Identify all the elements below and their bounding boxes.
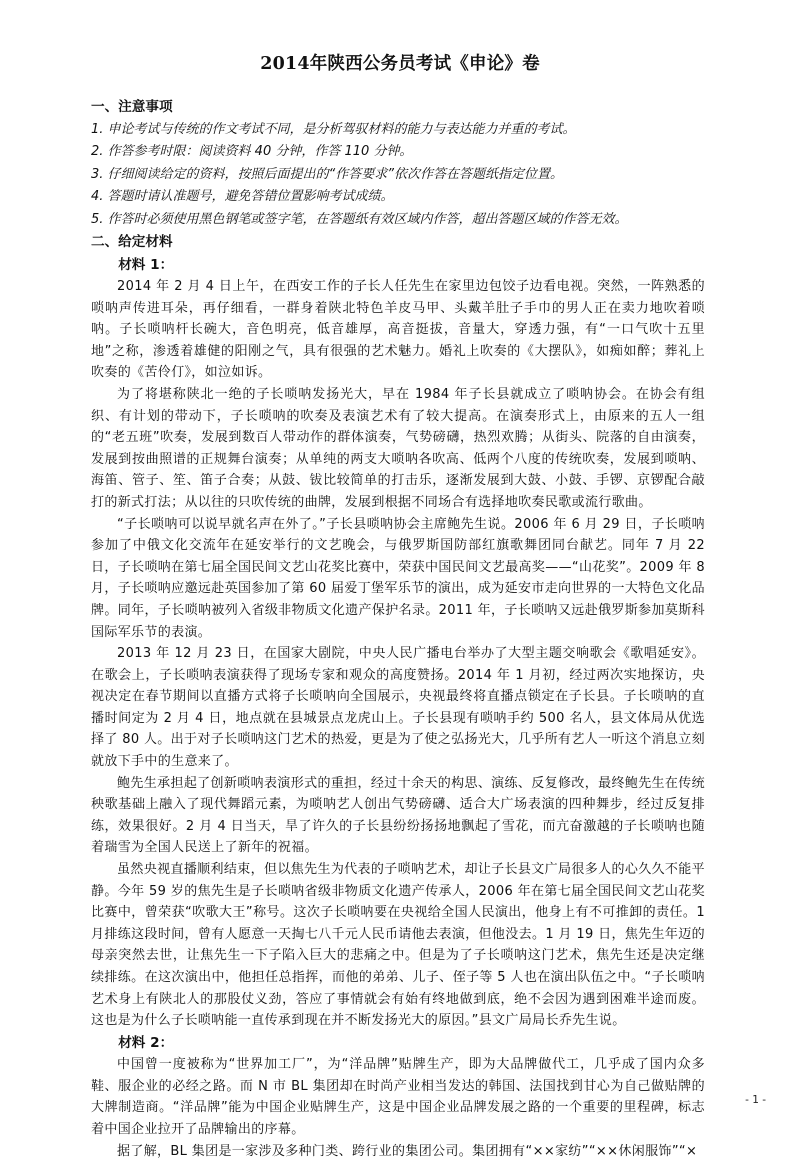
material-2-paragraph: 据了解，BL 集团是一家涉及多种门类、跨行业的集团公司。集团拥有“××家纺”“××休闲服饰”“× — [117, 1143, 698, 1159]
material-1-label: 材料 1： — [118, 256, 174, 273]
note-item-1: 1. 申论考试与传统的作文考试不同，是分析驾驭材料的能力与表达能力并重的考试。 — [91, 121, 576, 137]
material-1-paragraph: 鲍先生承担起了创新唢呐表演形式的重担，经过十余天的构思、演练、反复修改，最终鲍先生在传统秧歌基础上融入了现代舞蹈元素，为唢呐艺人创出气势磅礴、适合大广场表演的四种舞步，经过反复排练，效果很好。2 月 4 日当天，旱了许久的子长县纷纷扬扬地飘起了雪花，而亢奋激越的子长唢呐也随着瑞雪为全国人民送上了新年的祝福。 — [91, 775, 705, 856]
material-1-paragraph: “子长唢呐可以说早就名声在外了。”子长县唢呐协会主席鲍先生说。2006 年 6 月 29 日，子长唢呐参加了中俄文化交流年在延安举行的文艺晚会，与俄罗斯国防部红旗歌舞团同台献艺。同年 7 月 22 日，子长唢呐在第七届全国民间文艺山花奖比赛中，荣获中国民间文艺最高奖——“山花奖”。2009 年 8 月，子长唢呐应邀远赴英国参加了第 60 届爱丁堡军乐节的演出，成为延安市走向世界的一大特色文化品牌。同年，子长唢呐被列入省级非物质文化遗产保护名录。2011 年，子长唢呐又远赴俄罗斯参加莫斯科国际军乐节的表演。 — [91, 516, 705, 640]
material-1-paragraph: 2014 年 2 月 4 日上午，在西安工作的子长人任先生在家里边包饺子边看电视。突然，一阵熟悉的唢呐声传进耳朵，再仔细看，一群身着陕北特色羊皮马甲、头戴羊肚子手巾的男人正在卖力地吹着唢呐。子长唢呐杆长碗大，音色明亮，低音雄厚，高音挺拔，音量大，穿透力强，有“一口气吹十五里地”之称，渗透着雄健的阳刚之气，具有很强的艺术魅力。婚礼上吹奏的《大摆队》，如痴如醉；葬礼上吹奏的《苦伶仃》，如泣如诉。 — [91, 279, 705, 381]
material-1-paragraph: 2013 年 12 月 23 日，在国家大剧院，中央人民广播电台举办了大型主题交响歌会《歌唱延安》。在歌会上，子长唢呐表演获得了现场专家和观众的高度赞扬。2014 年 1 月初，经过两次实地探访，央视决定在春节期间以直播方式将子长唢呐向全国展示，央视最终将直播点锁定在子长县。子长唢呐的直播时间定为 2 月 4 日，地点就在县城景点龙虎山上。子长县现有唢呐手约 500 名人，县文体局从优选择了 80 人。出于对子长唢呐这门艺术的热爱，更是为了使之弘扬光大，几乎所有艺人一听这个消息立刻就放下手中的生意来了。 — [91, 646, 705, 770]
note-item-4: 4. 答题时请认准题号，避免答错位置影响考试成绩。 — [91, 189, 394, 204]
document-title: 2014年陕西公务员考试《申论》卷 — [260, 54, 540, 74]
document-body — [91, 96, 705, 1162]
material-1-paragraph: 为了将堪称陕北一绝的子长唢呐发扬光大，早在 1984 年子长县就成立了唢呐协会。在协会有组织、有计划的带动下，子长唢呐的吹奏及表演艺术有了较大提高。在演奏形式上，由原来的五人一组的“老五班”吹奏，发展到数百人带动作的群体演奏，气势磅礴，热烈欢腾；从街头、院落的自由演奏，发展到按曲照谱的正规舞台演奏；从单纯的两支大唢呐各吹高、低两个八度的传统吹奏，发展到唢呐、海笛、管子、笙、笛子合奏；从鼓、钹比较简单的打击乐，逐渐发展到大鼓、小鼓、手锣、京锣配合敲打的新式打法；从以往的只吹传统的曲牌，发展到根据不同场合有选择地吹奏民歌或流行歌曲。 — [91, 386, 705, 510]
note-item-5: 5. 作答时必须使用黑色钢笔或签字笔，在答题纸有效区域内作答，超出答题区域的作答无效。 — [91, 211, 628, 227]
note-item-3: 3. 仔细阅读给定的资料，按照后面提出的“作答要求”依次作答在答题纸指定位置。 — [91, 166, 564, 182]
material-2-label: 材料 2： — [118, 1034, 174, 1051]
page-number: - 1 - — [745, 1094, 766, 1106]
section-heading-notes: 一、注意事项 — [91, 99, 173, 115]
note-item-2: 2. 作答参考时限：阅读资料 40 分钟，作答 110 分钟。 — [91, 144, 413, 159]
material-1-paragraph: 虽然央视直播顺利结束，但以焦先生为代表的子唢呐艺术，却让子长县文广局很多人的心久久不能平静。今年 59 岁的焦先生是子长唢呐省级非物质文化遗产传承人，2006 年在第七届全国民间文艺山花奖比赛中，曾荣获“吹歌大王”称号。这次子长唢呐要在央视给全国人民演出，他身上有不可推卸的责任。1 月排练这段时间，曾有人愿意一天掏七八千元人民币请他去表演，但他没去。1 月 19 日，焦先生年迈的母亲突然去世，让焦先生一下子陷入巨大的悲痛之中。但是为了子长唢呐这门艺术，焦先生还是决定继续排练。在这次演出中，他担任总指挥，而他的弟弟、儿子、侄子等 5 人也在演出队伍之中。“子长唢呐艺术身上有陕北人的那股仗义劲，答应了事情就会有始有终地做到底，绝不会因为遇到困难半途而废。这也是为什么子长唢呐能一直传承到现在并不断发扬光大的原因。”县文广局局长乔先生说。 — [91, 862, 705, 1029]
section-heading-materials: 二、给定材料 — [91, 234, 173, 250]
material-2-paragraph: 中国曾一度被称为“世界加工厂”，为“洋品牌”贴牌生产，即为大品牌做代工，几乎成了国内众多鞋、服企业的必经之路。而 N 市 BL 集团却在时尚产业相当发达的韩国、法国找到甘心为自己做贴牌的大牌制造商。“洋品牌”能为中国企业贴牌生产，这是中国企业品牌发展之路的一个重要的里程碑，标志着中国企业拉开了品牌输出的序幕。 — [91, 1057, 705, 1138]
